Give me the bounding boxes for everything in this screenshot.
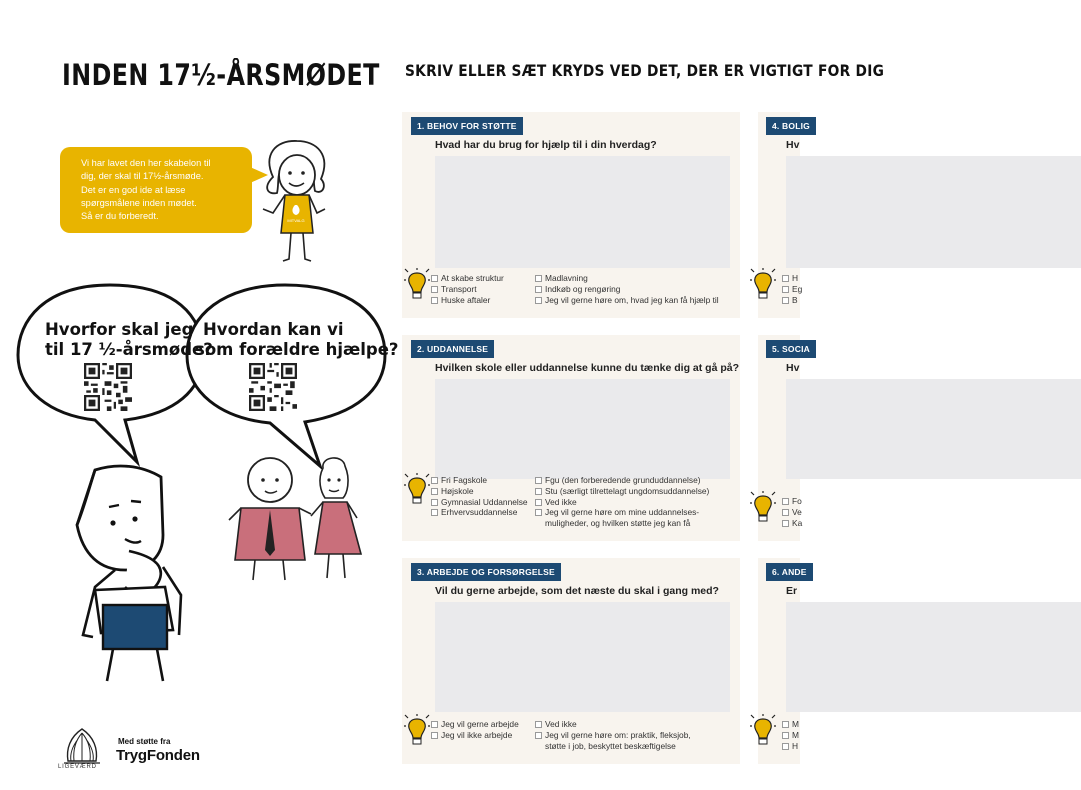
intro-line: Så er du forberedt. [81,211,159,222]
ligevaerd-logo-icon [58,727,106,769]
option-label: Jeg vil gerne høre om: praktik, fleksjob, [545,729,691,740]
option-item[interactable] [782,730,799,741]
checkbox[interactable] [782,286,789,293]
card-social [758,335,810,541]
card-question: Hv [786,139,800,151]
checkbox[interactable] [782,297,789,304]
option-item[interactable] [431,475,528,486]
option-label: M [792,719,799,729]
card-label: 5. SOCIA [766,340,816,358]
card-label: 4. BOLIG [766,117,816,135]
lightbulb-icon [404,714,430,748]
answer-textbox[interactable] [435,379,730,479]
checkbox[interactable] [535,499,542,506]
option-label: Jeg vil gerne høre om, hvad jeg kan få hjælp til [545,294,719,305]
options-col2 [535,273,719,305]
speech-left-line2: til 17 ½-årsmøde? [45,340,213,359]
support-text: Med støtte fra [118,737,171,746]
option-label: Transport [441,283,477,294]
card-behov-for-stoette [402,112,740,318]
option-label: Erhvervsuddannelse [441,507,518,518]
lightbulb-icon [404,473,430,507]
checkbox[interactable] [782,732,789,739]
card-andet [758,558,807,764]
option-item[interactable] [431,730,519,741]
intro-line: spørgsmålene inden mødet. [81,197,197,208]
lightbulb-icon [750,491,776,525]
checkbox[interactable] [535,275,542,282]
option-item[interactable] [431,497,528,508]
option-label: At skabe struktur [441,273,504,283]
shirt-logo-text: MITVALG [287,218,305,223]
options-col1 [782,719,799,751]
option-label: Ved ikke [545,496,577,507]
speech-right-line1: Hvordan kan vi [203,320,344,339]
boy-figure-illustration [55,455,225,685]
card-question: Vil du gerne arbejde, som det næste du skal i gang med? [435,585,719,597]
card-label: 3. ARBEJDE OG FORSØRGELSE [411,563,561,581]
option-item[interactable] [431,284,504,295]
speech-right-line2: som forældre hjælpe? [195,340,399,359]
intro-line: dig, der skal til 17½-årsmøde. [81,171,204,182]
option-label: M [792,729,799,740]
card-question: Hvilken skole eller uddannelse kunne du tænke dig at gå på? [435,362,739,374]
checkbox[interactable] [431,297,438,304]
checkbox[interactable] [535,477,542,484]
checkbox[interactable] [782,520,789,527]
answer-textbox[interactable] [435,602,730,712]
option-item[interactable] [535,295,719,306]
option-item[interactable] [535,497,709,508]
option-label: Indkøb og rengøring [545,283,621,294]
trygfonden-logo: TrygFonden [116,747,200,764]
options-col1 [782,496,802,528]
option-label: Jeg vil gerne høre om mine uddannelses- [545,507,700,518]
parents-illustration [225,450,380,585]
option-label: Fri Fagskole [441,475,488,485]
options-col2 [535,475,709,529]
options-col1 [431,719,519,741]
option-item[interactable] [535,284,719,295]
intro-line: Vi har lavet den her skabelon til [81,158,211,168]
checkbox[interactable] [535,732,542,739]
options-col1 [782,273,802,305]
option-label: B [792,294,798,305]
option-label: Gymnasial Uddannelse [441,496,528,507]
checkbox[interactable] [535,509,542,516]
option-label: Ved ikke [545,719,577,729]
option-item[interactable] [535,273,719,284]
option-label: H [792,273,799,283]
checkbox[interactable] [782,721,789,728]
option-label: Ka [792,517,803,528]
intro-line: Det er en god ide at læse [81,184,186,195]
option-label: Huske aftaler [441,294,491,305]
answer-textbox[interactable] [786,379,1081,479]
option-label: støtte i job, beskyttet beskæftigelse [545,740,676,751]
lightbulb-icon [750,268,776,302]
options-col2 [535,719,691,751]
option-item[interactable] [535,475,709,486]
page-title: INDEN 17½-ÅRSMØDET [62,58,380,92]
card-question: Hvad har du brug for hjælp til i din hverdag? [435,139,657,151]
option-label: Jeg vil ikke arbejde [441,729,513,740]
option-item[interactable] [431,273,504,284]
checkbox[interactable] [535,297,542,304]
card-label: 1. BEHOV FOR STØTTE [411,117,523,135]
option-item[interactable] [431,295,504,306]
option-label: muligheder, og hvilken støtte jeg kan få [545,518,691,529]
ligevaerd-logo-text: LIGEVÆRD [58,764,97,770]
option-item[interactable] [782,741,799,752]
option-label: Jeg vil gerne arbejde [441,719,519,729]
answer-textbox[interactable] [786,156,1081,268]
qr-code-left[interactable] [84,363,132,411]
option-item[interactable] [782,719,799,730]
option-item[interactable] [782,507,802,518]
option-item[interactable] [782,284,802,295]
options-col1 [431,475,528,518]
option-item[interactable] [782,518,802,529]
option-item[interactable] [782,273,802,284]
option-label: Fo [792,496,802,506]
card-label: 6. ANDE [766,563,813,581]
options-col1 [431,273,504,305]
answer-textbox[interactable] [786,602,1081,712]
option-item[interactable] [535,719,691,730]
lightbulb-icon [750,714,776,748]
checkbox[interactable] [782,743,789,750]
option-label: Eg [792,283,803,294]
checkbox[interactable] [782,498,789,505]
card-bolig [758,112,810,318]
speech-left-line1: Hvorfor skal jeg [45,320,194,339]
lightbulb-icon [404,268,430,302]
checkbox[interactable] [535,721,542,728]
card-label: 2. UDDANNELSE [411,340,494,358]
checkbox[interactable] [431,488,438,495]
option-label: Ve [792,506,802,517]
checkbox[interactable] [431,509,438,516]
option-item[interactable] [431,507,528,518]
checkbox[interactable] [535,488,542,495]
checkbox[interactable] [782,509,789,516]
checkbox[interactable] [431,499,438,506]
option-label: H [792,740,799,751]
option-item[interactable] [782,496,802,507]
option-label: Stu (særligt tilrettelagt ungdomsuddannelse) [545,485,710,496]
checkbox[interactable] [431,275,438,282]
qr-code-right[interactable] [249,363,297,411]
option-item[interactable] [535,730,691,741]
option-continuation [535,741,691,752]
option-item[interactable] [535,507,709,518]
page-subtitle: SKRIV ELLER SÆT KRYDS VED DET, DER ER VIGTIGT FOR DIG [405,61,885,80]
checkbox[interactable] [431,477,438,484]
checkbox[interactable] [431,732,438,739]
option-item[interactable] [535,486,709,497]
option-label: Madlavning [545,273,588,283]
option-item[interactable] [782,295,802,306]
checkbox[interactable] [782,275,789,282]
option-label: Højskole [441,485,474,496]
option-continuation [535,518,709,529]
option-label: Fgu (den forberedende grunduddannelse) [545,475,701,485]
girl-figure-illustration [255,135,335,265]
card-question: Hv [786,362,800,374]
checkbox[interactable] [535,286,542,293]
intro-bubble [60,147,252,233]
checkbox[interactable] [431,721,438,728]
option-item[interactable] [431,719,519,730]
option-item[interactable] [431,486,528,497]
answer-textbox[interactable] [435,156,730,268]
card-question: Er [786,585,798,597]
card-arbejde-og-forsoergelse [402,558,740,764]
checkbox[interactable] [431,286,438,293]
card-uddannelse [402,335,740,541]
